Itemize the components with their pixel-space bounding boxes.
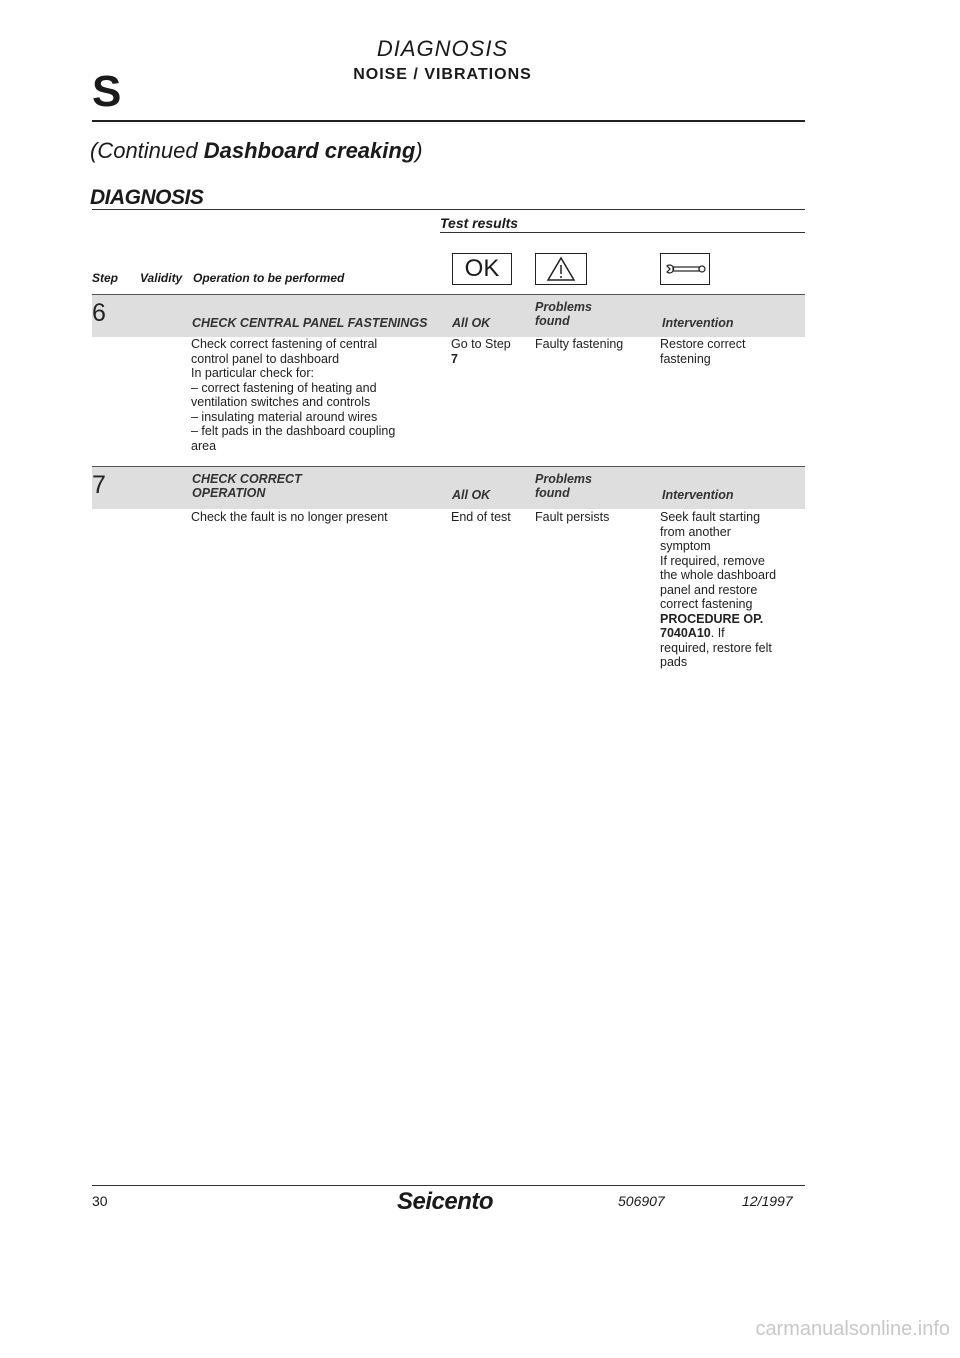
intervention-line: from another: [660, 524, 731, 539]
test-results-rule: [440, 232, 805, 233]
intervention-line: required, restore felt: [660, 640, 772, 655]
intervention-line: Seek fault starting: [660, 510, 761, 524]
intervention-line: fastening: [660, 351, 711, 366]
step-title: CHECK CORRECT: [192, 472, 302, 486]
procedure-after: . If: [710, 626, 725, 640]
watermark: carmanualsonline.info: [755, 1318, 950, 1340]
brand-logo: Seicento: [396, 1188, 494, 1215]
problems-label-found: found: [535, 486, 570, 500]
step-6-problem: Faulty fastening: [535, 337, 624, 351]
operation-line: – insulating material around wires: [191, 409, 378, 424]
step-7-intervention: [660, 510, 805, 670]
procedure-code: 7040A10: [660, 626, 711, 640]
step-6-band: [92, 294, 805, 337]
step-6-operation: [191, 337, 441, 453]
operation-line: In particular check for:: [191, 366, 314, 380]
operation-line: Check the fault is no longer present: [191, 510, 388, 524]
ok-icon-text: OK: [464, 255, 500, 282]
procedure-label: PROCEDURE OP.: [660, 611, 764, 626]
column-operation: Operation to be performed: [193, 271, 345, 285]
continued-heading: [90, 138, 423, 164]
step-number: 7: [92, 471, 106, 499]
problems-label: Problems: [535, 472, 592, 486]
intervention-line: correct fastening: [660, 597, 753, 611]
column-validity: Validity: [140, 271, 183, 285]
step-7-band: [92, 466, 805, 509]
continued-suffix: ): [415, 138, 423, 163]
warning-triangle-icon: [535, 253, 587, 285]
all-ok-label: All OK: [452, 316, 491, 330]
all-ok-label: All OK: [452, 488, 491, 502]
all-ok-result: Go to Step: [451, 337, 511, 351]
operation-line: – felt pads in the dashboard coupling: [191, 424, 396, 438]
step-title: CHECK CENTRAL PANEL FASTENINGS: [192, 316, 428, 330]
header-rule: [92, 120, 805, 122]
document-code: 506907: [618, 1193, 665, 1209]
footer-rule: [92, 1185, 805, 1186]
step-6-all-ok-result: [451, 337, 511, 366]
operation-line: control panel to dashboard: [191, 351, 340, 366]
procedure-code-line: [660, 626, 805, 641]
header-subtitle: NOISE / VIBRATIONS: [353, 66, 532, 83]
operation-line: area: [191, 438, 217, 453]
section-title: DIAGNOSIS: [90, 186, 204, 209]
section-rule: [92, 209, 805, 210]
ok-icon: [452, 253, 512, 285]
intervention-line: pads: [660, 655, 688, 669]
procedure-reference: [660, 612, 805, 627]
column-step: Step: [92, 271, 119, 285]
header-category: DIAGNOSIS: [376, 36, 509, 61]
spanner-icon: [660, 253, 710, 285]
operation-line: – correct fastening of heating and: [191, 380, 377, 395]
problems-label: Problems: [535, 300, 592, 314]
page-number: 30: [92, 1193, 108, 1209]
test-results-label: Test results: [440, 215, 519, 231]
document-date: 12/1997: [742, 1193, 793, 1209]
all-ok-target-step: 7: [451, 351, 458, 366]
step-7-problem: Fault persists: [535, 510, 610, 524]
intervention-line: panel and restore: [660, 582, 758, 597]
section-letter: S: [92, 67, 122, 116]
operation-line: Check correct fastening of central: [191, 337, 378, 351]
step-6-intervention: [660, 337, 800, 366]
continued-topic: Dashboard creaking: [203, 138, 416, 163]
intervention-line: If required, remove: [660, 553, 765, 568]
step-title-line-2: OPERATION: [192, 486, 266, 500]
operation-line: ventilation switches and controls: [191, 395, 371, 409]
continued-prefix: (Continued: [90, 138, 204, 163]
intervention-label: Intervention: [662, 488, 734, 502]
step-number: 6: [92, 299, 106, 327]
problems-label-found: found: [535, 314, 570, 328]
intervention-label: Intervention: [662, 316, 734, 330]
step-7-all-ok-result: End of test: [451, 510, 511, 524]
intervention-line: symptom: [660, 539, 711, 553]
intervention-line: Restore correct: [660, 337, 746, 351]
step-7-operation: [191, 510, 441, 525]
intervention-line: the whole dashboard: [660, 568, 777, 582]
